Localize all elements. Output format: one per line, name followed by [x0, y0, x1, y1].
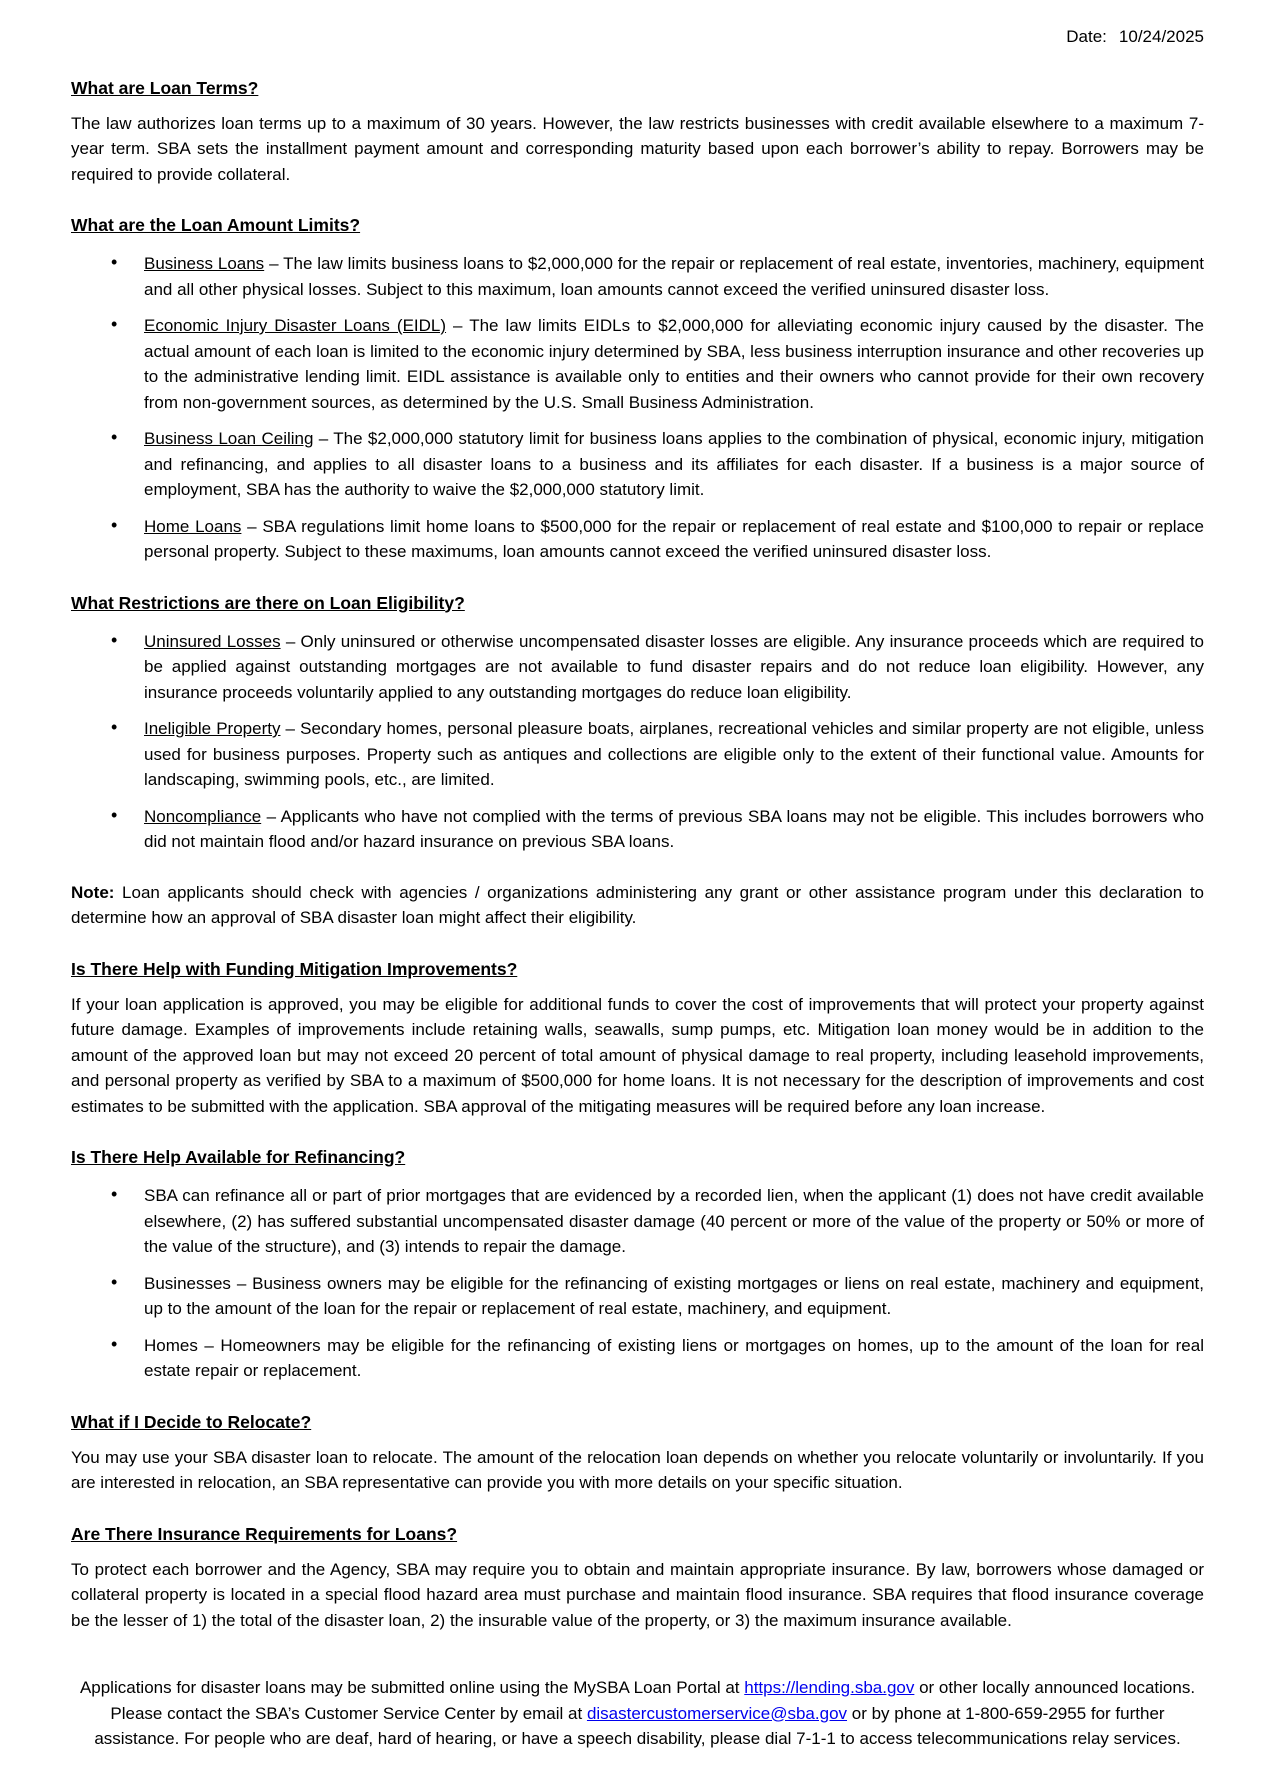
date-value: 10/24/2025: [1118, 27, 1204, 46]
bullet-term: Business Loan Ceiling: [144, 429, 314, 448]
section-loan-amount-limits: [71, 214, 1204, 565]
bullet-text: Homes – Homeowners may be eligible for the refinancing of existing liens or mortgages on homes, up to the amount of the loan for real estate repair or replacement.: [144, 1335, 1204, 1380]
note-label: Note:: [71, 882, 115, 902]
heading-loan-terms: What are Loan Terms?: [71, 77, 259, 98]
heading-insurance-requirements: Are There Insurance Requirements for Loans?: [71, 1523, 458, 1544]
paragraph-insurance-requirements: To protect each borrower and the Agency, SBA may require you to obtain and maintain appropriate insurance. By law, borrowers whose damaged or collateral property is located in a special flood hazard area must purchase and maintain flood insurance. SBA requires that flood insurance coverage be the lesser of 1) the total of the disaster loan, 2) the insurable value of the property, or 3) the maximum insurance available.: [71, 1559, 1204, 1630]
heading-relocate: What if I Decide to Relocate?: [71, 1411, 312, 1432]
list-item-refinance-mortgages: [144, 1183, 1204, 1260]
heading-loan-eligibility-restrictions: What Restrictions are there on Loan Eligibility?: [71, 592, 465, 613]
list-item-refinance-businesses: [144, 1271, 1204, 1322]
heading-refinancing: Is There Help Available for Refinancing?: [71, 1147, 406, 1167]
closing-paragraph: [71, 1675, 1204, 1752]
bullet-term: Ineligible Property: [144, 719, 281, 738]
heading-loan-amount-limits: What are the Loan Amount Limits?: [71, 215, 361, 235]
bullet-list-refinancing: [71, 1183, 1204, 1384]
list-item-noncompliance: [144, 804, 1204, 855]
bullet-text: – The law limits business loans to $2,000,000 for the repair or replacement of real estate, inventories, machinery, equipment and all other physical losses. Subject to this maximum, loan amounts cannot exceed the verified uninsured disaster loss.: [144, 254, 1204, 299]
section-mitigation-improvements: [71, 958, 1204, 1120]
list-item-business-loans: [144, 251, 1204, 302]
bullet-text: – SBA regulations limit home loans to $500,000 for the repair or replacement of real estate and $100,000 to repair or replace personal property. Subject to these maximums, loan amounts cannot exceed the verified uninsured disaster loss.: [144, 516, 1204, 561]
link-mysba-loan-portal[interactable]: https://lending.sba.gov: [744, 1678, 915, 1697]
bullet-term: Uninsured Losses: [144, 631, 281, 651]
bullet-term: Home Loans: [144, 516, 242, 536]
note-text: Loan applicants should check with agencies / organizations administering any grant or other assistance program under this declaration to determine how an approval of SBA disaster loan might affect their eligibility.: [71, 882, 1204, 927]
note-paragraph: [71, 880, 1204, 931]
closing-text-2: or other locally announced locations. Please contact the SBA’s Customer Service Center by email at: [110, 1678, 1196, 1723]
bullet-text: – The $2,000,000 statutory limit for business loans applies to the combination of physical, economic injury, mitigation and refinancing, and applies to all disaster loans to a business and its affiliates for each disaster. If a business is a major source of employment, SBA has the authority to waive the $2,000,000 statutory limit.: [144, 429, 1204, 499]
section-loan-eligibility-restrictions: [71, 592, 1204, 855]
heading-mitigation-improvements: Is There Help with Funding Mitigation Improvements?: [71, 958, 518, 979]
bullet-list-loan-amount-limits: [71, 251, 1204, 565]
bullet-term: Noncompliance: [144, 806, 262, 826]
list-item-eidl: [144, 313, 1204, 415]
paragraph-relocate: You may use your SBA disaster loan to relocate. The amount of the relocation loan depends on whether you relocate voluntarily or involuntarily. If you are interested in relocation, an SBA representative can provide you with more details on your specific situation.: [71, 1447, 1204, 1492]
closing-text-1: Applications for disaster loans may be submitted online using the MySBA Loan Portal at: [79, 1678, 745, 1697]
date-row: [71, 24, 1204, 50]
list-item-business-loan-ceiling: [144, 426, 1204, 503]
closing-text-3: or by phone at 1-800-659-2955 for further assistance. For people who are deaf, hard of hearing, or have a speech disability, please dial 7-1-1 to access telecommunications relay services.: [94, 1703, 1181, 1748]
list-item-refinance-homes: [144, 1333, 1204, 1384]
bullet-text: – Only uninsured or otherwise uncompensated disaster losses are eligible. Any insurance proceeds which are required to be applied against outstanding mortgages are not available to fund disaster repairs and do not reduce loan eligibility. However, any insurance proceeds voluntarily applied to any outstanding mortgages do reduce loan eligibility.: [144, 631, 1205, 702]
section-loan-terms: [71, 77, 1204, 188]
list-item-uninsured-losses: [144, 629, 1204, 706]
bullet-text: – Secondary homes, personal pleasure boats, airplanes, recreational vehicles and similar property are not eligible, unless used for business purposes. Property such as antiques and collections are eligible only to the extent of their functional value. Amounts for landscaping, swimming pools, etc., are limited.: [144, 719, 1204, 789]
list-item-ineligible-property: [144, 716, 1204, 793]
bullet-text: – The law limits EIDLs to $2,000,000 for alleviating economic injury caused by the disaster. The actual amount of each loan is limited to the economic injury determined by SBA, less business interruption insurance and other recoveries up to the administrative lending limit. EIDL assistance is available only to entities and their owners who cannot provide for their own recovery from non-government sources, as determined by the U.S. Small Business Administration.: [144, 316, 1204, 412]
bullet-term: Economic Injury Disaster Loans (EIDL): [144, 316, 447, 335]
link-disaster-customer-service-email[interactable]: disastercustomerservice@sba.gov: [586, 1703, 848, 1723]
paragraph-loan-terms: The law authorizes loan terms up to a maximum of 30 years. However, the law restricts businesses with credit available elsewhere to a maximum 7-year term. SBA sets the installment payment amount and corresponding maturity based upon each borrower’s ability to repay. Borrowers may be required to provide collateral.: [71, 113, 1204, 184]
section-insurance-requirements: [71, 1523, 1204, 1634]
date-label: Date:: [1066, 27, 1107, 46]
bullet-term: Business Loans: [144, 254, 265, 273]
section-relocate: [71, 1411, 1204, 1496]
list-item-home-loans: [144, 514, 1204, 565]
paragraph-mitigation-improvements: If your loan application is approved, you may be eligible for additional funds to cover the cost of improvements that will protect your property against future damage. Examples of improvements include retaining walls, seawalls, sump pumps, etc. Mitigation loan money would be in addition to the amount of the approved loan but may not exceed 20 percent of total amount of physical damage to real property, including leasehold improvements, and personal property as verified by SBA to a maximum of $500,000 for home loans. It is not necessary for the description of improvements and cost estimates to be submitted with the application. SBA approval of the mitigating measures will be required before any loan increase.: [71, 994, 1204, 1116]
bullet-text: – Applicants who have not complied with the terms of previous SBA loans may not be eligible. This includes borrowers who did not maintain flood and/or hazard insurance on previous SBA loans.: [144, 806, 1204, 851]
bullet-list-restrictions: [71, 629, 1204, 855]
section-refinancing: [71, 1146, 1204, 1384]
bullet-text: Businesses – Business owners may be eligible for the refinancing of existing mortgages or liens on real estate, machinery and equipment, up to the amount of the loan for the repair or replacement of real estate, machinery, and equipment.: [144, 1273, 1204, 1318]
bullet-text: SBA can refinance all or part of prior mortgages that are evidenced by a recorded lien, when the applicant (1) does not have credit available elsewhere, (2) has suffered substantial uncompensated disaster damage (40 percent or more of the value of the property or 50% or more of the value of the structure), and (3) intends to repair the damage.: [144, 1186, 1204, 1256]
